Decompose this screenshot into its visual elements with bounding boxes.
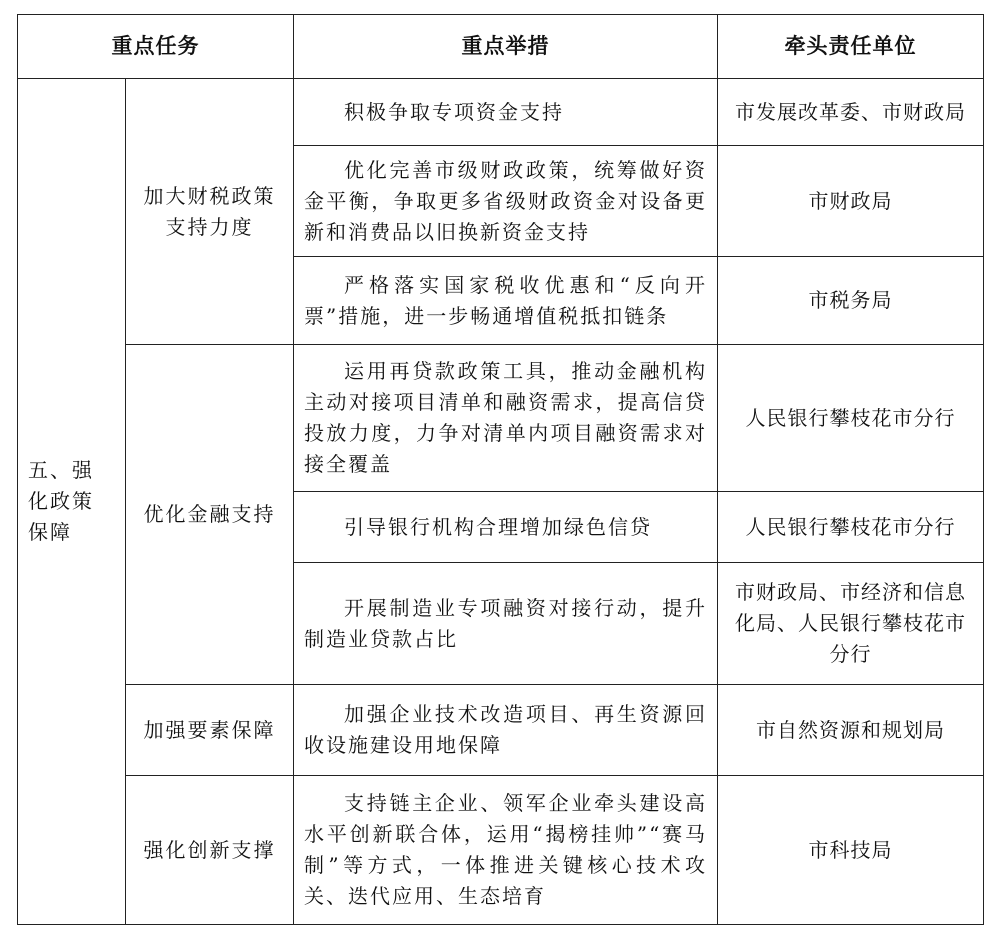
unit-cell: 人民银行攀枝花市分行	[718, 345, 984, 492]
unit-cell: 人民银行攀枝花市分行	[718, 492, 984, 563]
measure-cell: 引导银行机构合理增加绿色信贷	[294, 492, 718, 563]
measure-cell: 严格落实国家税收优惠和“反向开票”措施，进一步畅通增值税抵扣链条	[294, 257, 718, 345]
header-measure: 重点举措	[294, 15, 718, 79]
unit-cell: 市财政局	[718, 146, 984, 257]
measure-cell: 加强企业技术改造项目、再生资源回收设施建设用地保障	[294, 685, 718, 776]
subtask-cell: 强化创新支撑	[126, 776, 294, 925]
table-row	[18, 345, 984, 492]
table-row	[18, 79, 984, 146]
main-task-cell: 五、强化政策保障	[18, 79, 126, 925]
subtask-cell: 加强要素保障	[126, 685, 294, 776]
measure-cell: 运用再贷款政策工具，推动金融机构主动对接项目清单和融资需求，提高信贷投放力度，力争对清单内项目融资需求对接全覆盖	[294, 345, 718, 492]
unit-cell: 市自然资源和规划局	[718, 685, 984, 776]
unit-cell: 市税务局	[718, 257, 984, 345]
subtask-cell: 加大财税政策支持力度	[126, 79, 294, 345]
measure-cell: 积极争取专项资金支持	[294, 79, 718, 146]
unit-cell: 市科技局	[718, 776, 984, 925]
measure-cell: 支持链主企业、领军企业牵头建设高水平创新联合体，运用“揭榜挂帅”“赛马制”等方式，一体推进关键核心技术攻关、迭代应用、生态培育	[294, 776, 718, 925]
header-task: 重点任务	[18, 15, 294, 79]
table-row	[18, 685, 984, 776]
measure-cell: 开展制造业专项融资对接行动，提升制造业贷款占比	[294, 563, 718, 685]
header-unit: 牵头责任单位	[718, 15, 984, 79]
unit-cell: 市发展改革委、市财政局	[718, 79, 984, 146]
header-row	[18, 15, 984, 79]
policy-table	[17, 14, 984, 925]
subtask-cell: 优化金融支持	[126, 345, 294, 685]
table-row	[18, 776, 984, 925]
measure-cell: 优化完善市级财政政策，统筹做好资金平衡，争取更多省级财政资金对设备更新和消费品以旧换新资金支持	[294, 146, 718, 257]
unit-cell: 市财政局、市经济和信息化局、人民银行攀枝花市分行	[718, 563, 984, 685]
